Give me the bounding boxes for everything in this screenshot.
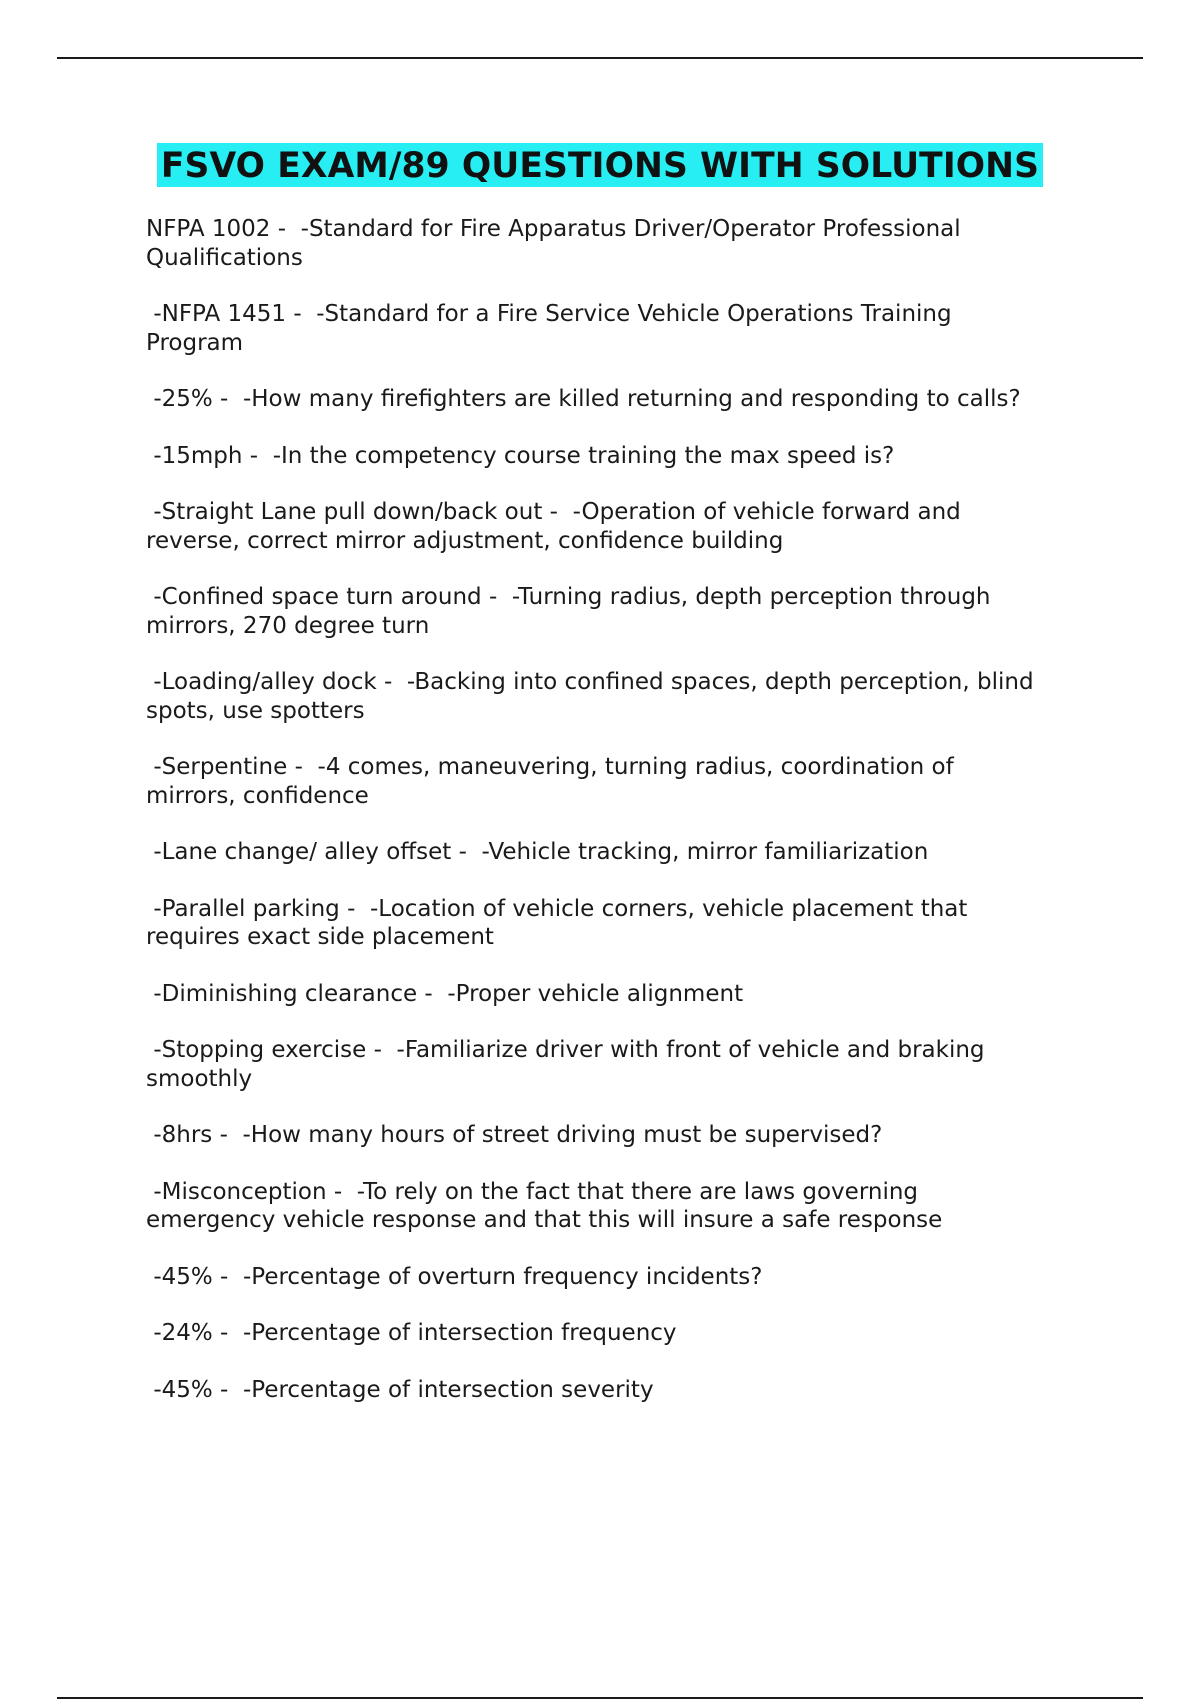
qa-entry: -Lane change/ alley offset - -Vehicle tracking, mirror familiarization bbox=[146, 839, 929, 865]
qa-entry: -Misconception - -To rely on the fact that there are laws governing emergency vehicle response and that this will insure a safe response bbox=[146, 1178, 943, 1233]
qa-entry: -45% - -Percentage of overturn frequency incidents? bbox=[146, 1263, 763, 1290]
qa-entry: -8hrs - -How many hours of street driving must be supervised? bbox=[146, 1122, 883, 1148]
qa-entry: -45% - -Percentage of intersection severity bbox=[146, 1376, 654, 1403]
document-title: FSVO EXAM/89 QUESTIONS WITH SOLUTIONS bbox=[157, 143, 1043, 187]
qa-entry: -NFPA 1451 - -Standard for a Fire Service Vehicle Operations Training Program bbox=[146, 301, 952, 356]
qa-list bbox=[146, 215, 1096, 1432]
qa-entry: -Serpentine - -4 comes, maneuvering, turning radius, coordination of mirrors, confidence bbox=[146, 754, 954, 809]
qa-entry: -Confined space turn around - -Turning radius, depth perception through mirrors, 270 degree turn bbox=[146, 584, 991, 639]
bottom-rule bbox=[57, 1697, 1143, 1699]
qa-entry: -25% - -How many firefighters are killed returning and responding to calls? bbox=[146, 386, 1021, 412]
qa-entry: -24% - -Percentage of intersection frequency bbox=[146, 1320, 677, 1346]
qa-entry: NFPA 1002 - -Standard for Fire Apparatus Driver/Operator Professional Qualifications bbox=[146, 216, 961, 271]
qa-entry: -Diminishing clearance - -Proper vehicle alignment bbox=[146, 980, 744, 1007]
qa-entry: -Straight Lane pull down/back out - -Operation of vehicle forward and reverse, correct mirror adjustment, confidence building bbox=[146, 499, 961, 554]
qa-entry: -Loading/alley dock - -Backing into confined spaces, depth perception, blind spots, use spotters bbox=[146, 669, 1034, 724]
qa-entry: -15mph - -In the competency course training the max speed is? bbox=[146, 442, 895, 469]
qa-entry: -Stopping exercise - -Familiarize driver with front of vehicle and braking smoothly bbox=[146, 1037, 985, 1092]
title-container bbox=[0, 143, 1200, 187]
qa-entry: -Parallel parking - -Location of vehicle corners, vehicle placement that requires exact side placement bbox=[146, 895, 968, 950]
top-rule bbox=[57, 57, 1143, 59]
